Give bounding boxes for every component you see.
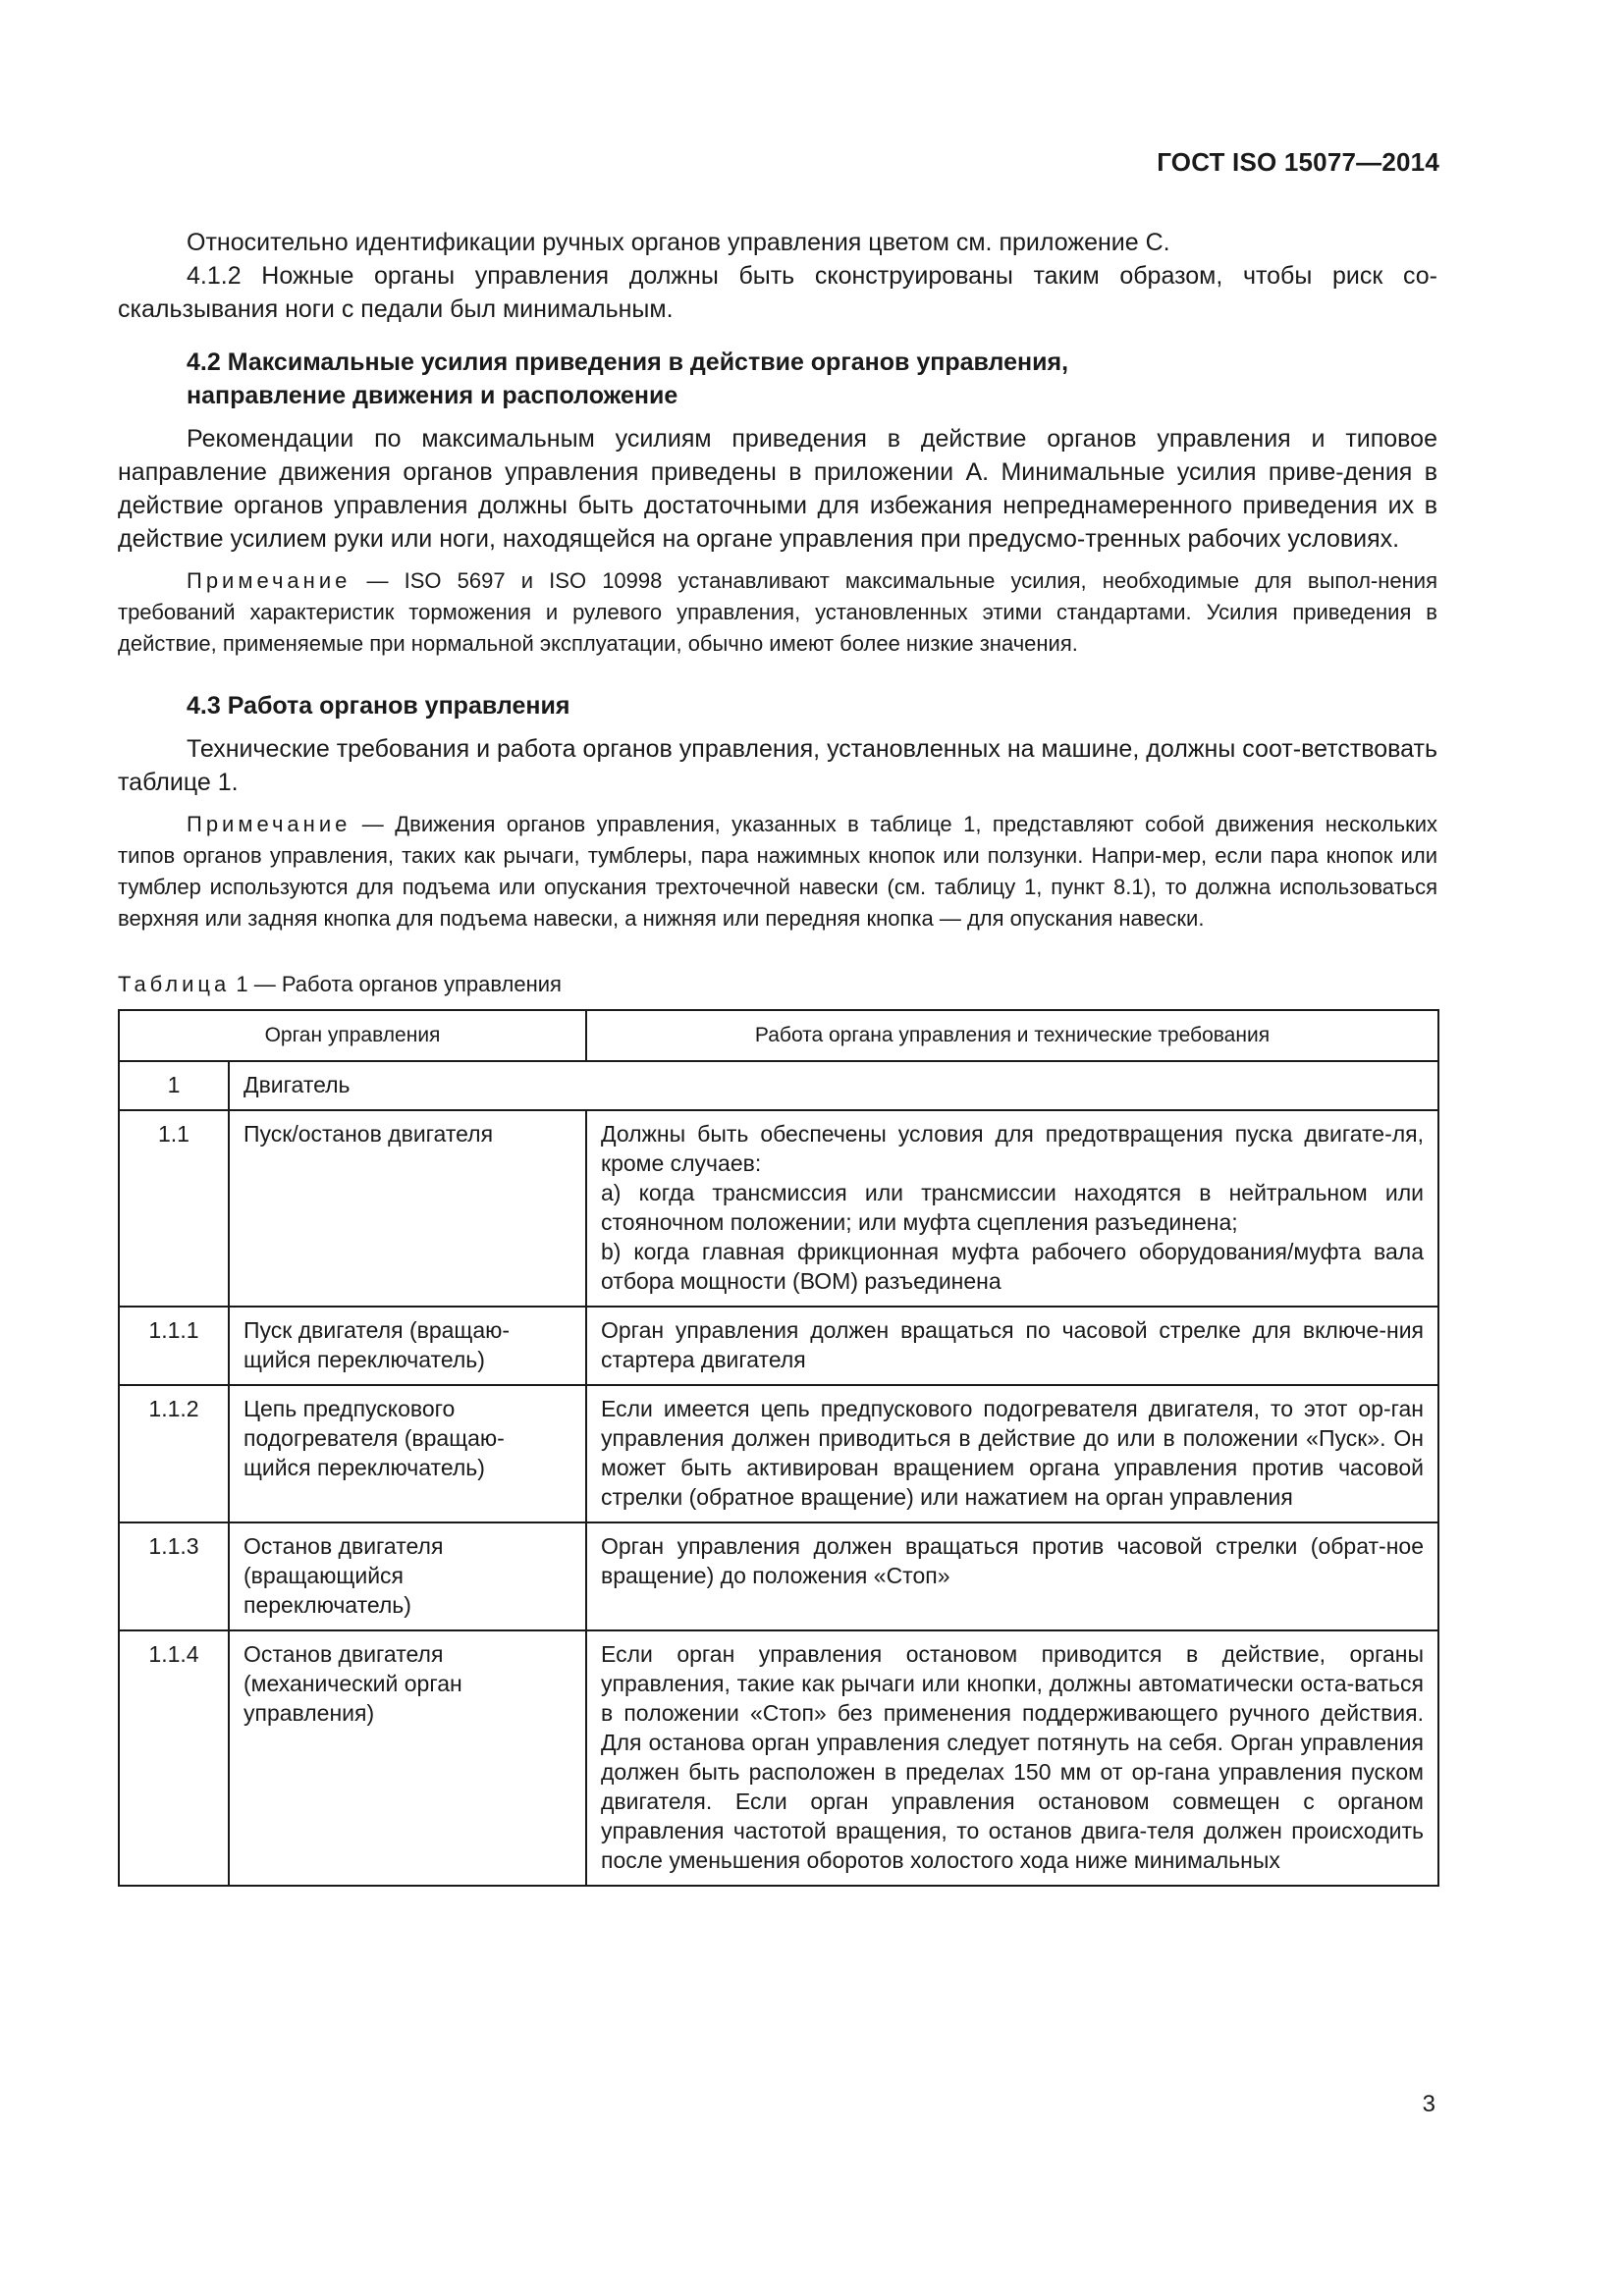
table-row: [119, 1630, 1438, 1886]
page-number: 3: [1422, 2091, 1435, 2117]
section-4-2-title-line1: 4.2 Максимальные усилия приведения в действие органов управления,: [187, 348, 1069, 376]
table-cell-organ: Останов двигателя (механический орган управления): [229, 1630, 586, 1886]
table-row: [119, 1110, 1438, 1307]
note-4-3-text: — Движения органов управления, указанных в таблице 1, представляют собой движения нескольких типов органов управления, таких как рычаги, тумблеры, пара нажимных кнопок или ползунки. Напри-мер, если пара кнопок или тумблер используются для подъема или опускания трехточечной навески (см. таблицу 1, пункт 8.1), то должна использоваться верхняя или задняя кнопка для подъема навески, а нижняя или передняя кнопка — для опускания навески.: [118, 812, 1437, 931]
table-cell-num: 1.1.3: [119, 1522, 229, 1630]
section-4-3-title: 4.3 Работа органов управления: [187, 692, 570, 720]
table-row: [119, 1061, 1438, 1110]
table-cell-requirements: Должны быть обеспечены условия для предотвращения пуска двигате-ля, кроме случаев: a) когда трансмиссия или трансмиссии находятся в нейтральном или стояночном положении; или муфта сцепления разъединена; b) когда главная фрикционная муфта рабочего оборудования/муфта вала отбора мощности (ВОМ) разъединена: [586, 1110, 1438, 1307]
note-4-2: [118, 565, 1437, 660]
table-header-organ: Орган управления: [119, 1010, 586, 1061]
paragraph-4-1-2: 4.1.2 Ножные органы управления должны быть сконструированы таким образом, чтобы риск со-скальзывания ноги с педали был минимальным.: [118, 262, 1437, 323]
table-cell-num: 1: [119, 1061, 229, 1110]
table-caption-text: 1 — Работа органов управления: [230, 972, 562, 996]
table-caption-label: Таблица: [118, 972, 231, 996]
table-cell-requirements: Орган управления должен вращаться по часовой стрелке для включе-ния стартера двигателя: [586, 1307, 1438, 1385]
note-label: Примечание: [187, 812, 352, 836]
table-caption: [118, 970, 1437, 999]
table-cell-organ: Пуск/останов двигателя: [229, 1110, 586, 1307]
table-cell-organ: Цепь предпускового подогревателя (вращаю-щийся переключатель): [229, 1385, 586, 1522]
paragraph-color-identification: Относительно идентификации ручных органов управления цветом см. приложение С.: [187, 229, 1170, 256]
table-row: [119, 1307, 1438, 1385]
paragraph-4-3: Технические требования и работа органов управления, установленных на машине, должны соот-ветствовать таблице 1.: [118, 735, 1437, 796]
controls-table: [118, 1009, 1439, 1887]
document-code-header: ГОСТ ISO 15077—2014: [1157, 147, 1439, 177]
section-4-2-title-line2: направление движения и расположение: [187, 382, 678, 409]
table-cell-num: 1.1.2: [119, 1385, 229, 1522]
table-cell-num: 1.1: [119, 1110, 229, 1307]
note-4-3: [118, 809, 1437, 934]
table-row: [119, 1522, 1438, 1630]
table-row: [119, 1385, 1438, 1522]
table-cell-organ: Двигатель: [229, 1061, 1438, 1110]
note-4-2-text: — ISO 5697 и ISO 10998 устанавливают максимальные усилия, необходимые для выпол-нения требований характеристик торможения и рулевого управления, установленных этими стандартами. Усилия приведения в действие, применяемые при нормальной эксплуатации, обычно имеют более низкие значения.: [118, 568, 1437, 656]
page-content: [118, 226, 1437, 1887]
table-cell-organ: Пуск двигателя (вращаю-щийся переключатель): [229, 1307, 586, 1385]
note-label: Примечание: [187, 568, 352, 593]
table-cell-requirements: Орган управления должен вращаться против часовой стрелки (обрат-ное вращение) до положения «Стоп»: [586, 1522, 1438, 1630]
table-cell-organ: Останов двигателя (вращающийся переключатель): [229, 1522, 586, 1630]
paragraph-4-2: Рекомендации по максимальным усилиям приведения в действие органов управления и типовое направление движения органов управления приведены в приложении А. Минимальные усилия приве-дения в действие органов управления должны быть достаточными для избежания непреднамеренного приведения их в действие усилием руки или ноги, находящейся на органе управления при предусмо-тренных рабочих условиях.: [118, 425, 1437, 553]
table-header-row: [119, 1010, 1438, 1061]
table-cell-num: 1.1.4: [119, 1630, 229, 1886]
table-cell-requirements: Если имеется цепь предпускового подогревателя двигателя, то этот ор-ган управления должен приводиться в действие до или в положении «Пуск». Он может быть активирован вращением органа управления против часовой стрелки (обратное вращение) или нажатием на орган управления: [586, 1385, 1438, 1522]
table-cell-num: 1.1.1: [119, 1307, 229, 1385]
table-header-requirements: Работа органа управления и технические требования: [586, 1010, 1438, 1061]
table-cell-requirements: Если орган управления остановом приводится в действие, органы управления, такие как рычаги или кнопки, должны автоматически оста-ваться в положении «Стоп» без применения поддерживающего ручного действия. Для останова орган управления следует потянуть на себя. Орган управления должен быть расположен в пределах 150 мм от ор-гана управления пуском двигателя. Если орган управления остановом совмещен с органом управления частотой вращения, то останов двига-теля должен происходить после уменьшения оборотов холостого хода ниже минимальных: [586, 1630, 1438, 1886]
